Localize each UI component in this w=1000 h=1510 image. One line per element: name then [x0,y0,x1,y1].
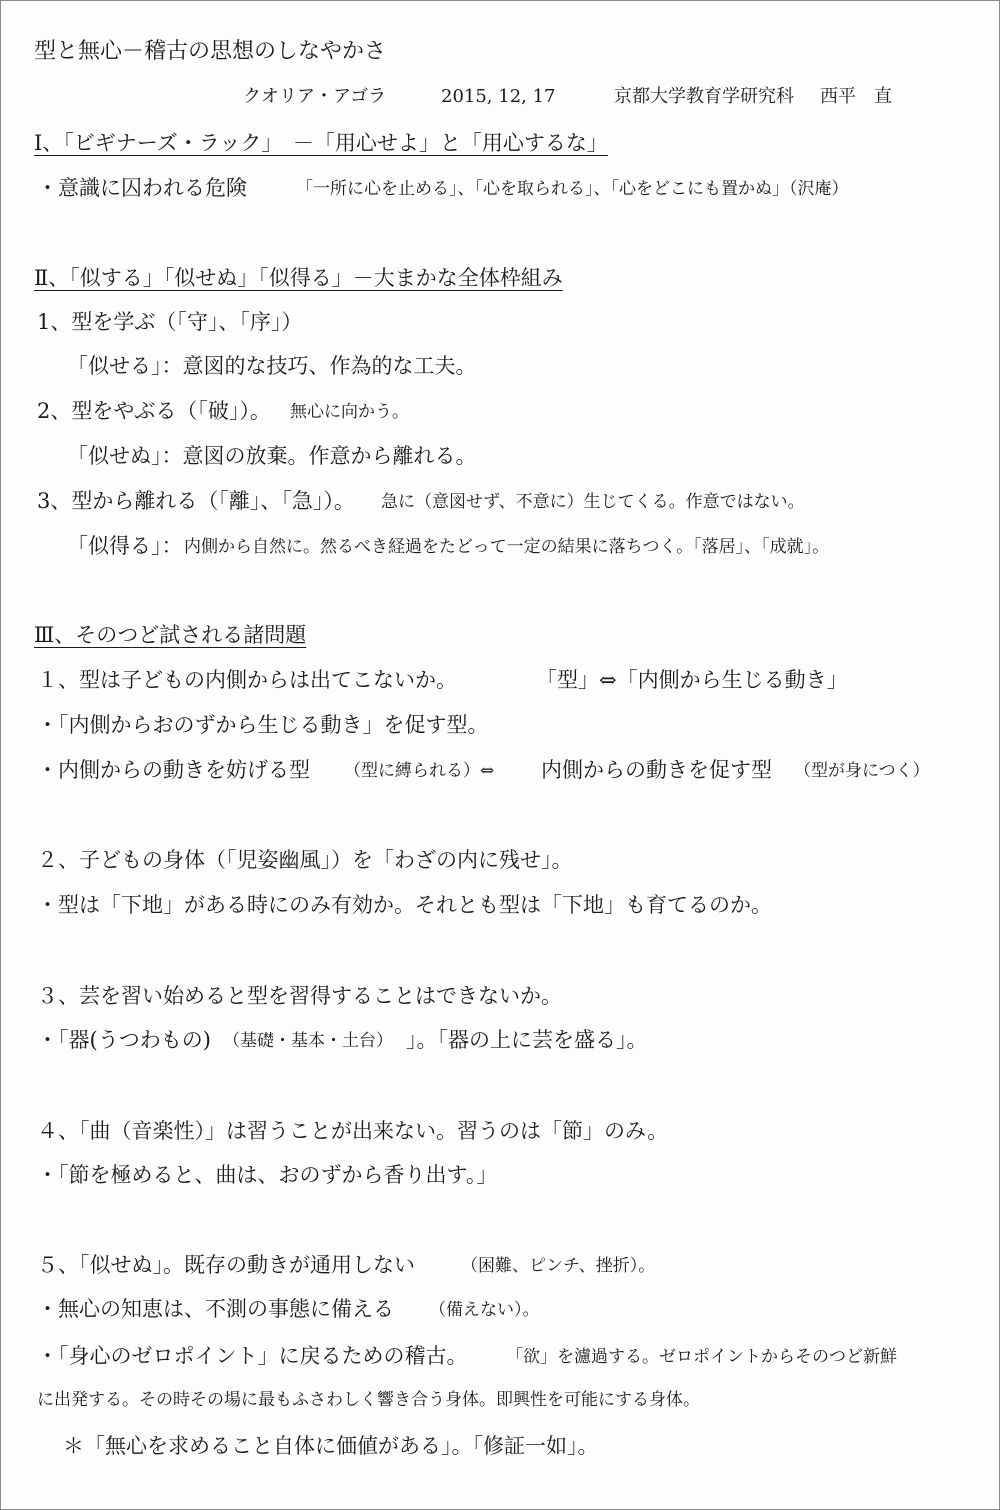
section-2-item-2-note: 無心に向かう。 [290,402,409,422]
section-2-item-2-detail: 「似せぬ」：意図の放棄。作意から離れる。 [67,444,477,468]
question-4: ４、「曲（音楽性）」は習うことが出来ない。習うのは「節」のみ。 [37,1119,669,1143]
question-5-bullet-2-note: 「欲」を濾過する。ゼロポイントからそのつど新鮮 [506,1347,897,1367]
document-title: 型と無心－稽古の思想のしなやかさ [34,39,387,64]
question-3-bullet-a: ・「器(うつわもの) [37,1028,211,1052]
section-1-heading: Ⅰ、「ビギナーズ・ラック」 －「用心せよ」と「用心するな」 [34,131,608,155]
question-5-bullet-1-note: （備えない）。 [429,1300,540,1320]
date: 2015, 12, 17 [441,86,556,107]
section-2-item-3-detail-note: 内側から自然に。然るべき経過をたどって一定の結果に落ちつく。「落居」、「成就」。 [184,537,830,557]
section-2-item-1-detail: 「似せる」：意図的な技巧、作為的な工夫。 [67,354,477,378]
question-1: １、型は子どもの内側からは出てこないか。 [37,668,457,692]
section-1-bullet-note: 「一所に心を止める」、「心を取られる」、「心をどこにも置かぬ」（沢庵） [296,179,849,199]
section-2-item-3: 3、型から離れる（「離」、「急」）。 [37,489,355,513]
question-1-bullet-2b-note: （型が身につく） [794,761,930,781]
question-2-bullet-1: ・型は「下地」がある時にのみ有効か。それとも型は「下地」も育てるのか。 [37,893,772,917]
question-5-bullet-2: ・「身心のゼロポイント」に戻るための稽古。 [37,1344,468,1368]
question-3: ３、芸を習い始めると型を習得することはできないか。 [37,984,562,1008]
section-2-item-3-note: 急に（意図せず、不意に）生じてくる。作意ではない。 [381,492,805,512]
question-3-bullet-note: （基礎・基本・土台） [223,1031,393,1051]
question-5-bullet-1: ・無心の知恵は、不測の事態に備える [37,1297,394,1321]
closing-note: ＊「無心を求めること自体に価値がある」。「修証一如」。 [63,1434,599,1458]
question-3-bullet-b: 」。「器の上に芸を盛る」。 [406,1028,648,1052]
question-1-bullet-2a: ・内側からの動きを妨げる型 [37,758,310,782]
question-5-note: （困難、ピンチ、挫折）。 [461,1256,656,1276]
section-2-item-3-detail: 「似得る」： [67,534,183,558]
question-5: ５、「似せぬ」。既存の動きが通用しない [37,1253,415,1277]
question-1-bullet-2b: 内側からの動きを促す型 [541,758,772,782]
question-1-bullet-1: ・「内側からおのずから生じる動き」を促す型。 [37,713,489,737]
section-2-item-1: 1、型を学ぶ（「守」、「序」） [37,310,303,334]
question-1-relation: 「型」⇔「内側から生じる動き」 [536,668,848,692]
section-2-heading: Ⅱ、「似する」「似せぬ」「似得る」－大まかな全体枠組み [34,266,563,290]
question-1-bullet-2a-note: （型に縛られる）⇔ [344,761,495,781]
section-2-item-2: 2、型をやぶる（「破」）。 [37,399,271,423]
question-2: ２、子どもの身体（「児姿幽風」）を「わざの内に残せ」。 [37,848,573,872]
author: 西平 直 [820,86,892,107]
question-4-bullet-1: ・「節を極めると、曲は、おのずから香り出す。」 [37,1163,498,1187]
section-3-heading: Ⅲ、そのつど試される諸問題 [34,623,307,647]
affiliation: 京都大学教育学研究科 [614,86,794,107]
section-1-bullet: ・意識に囚われる危険 [37,176,247,200]
event-name: クオリア・アゴラ [243,86,387,107]
question-5-bullet-2-continued: に出発する。その時その場に最もふさわしく響き合う身体。即興性を可能にする身体。 [37,1390,700,1410]
